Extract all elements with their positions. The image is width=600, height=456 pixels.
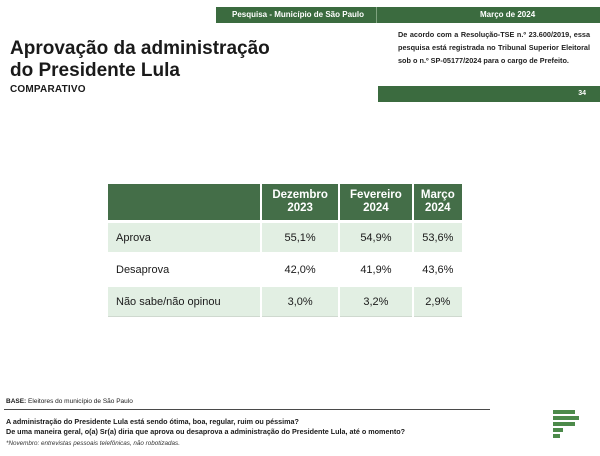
page-number: 34 bbox=[578, 90, 586, 97]
approval-table bbox=[108, 184, 462, 317]
table-corner bbox=[108, 184, 261, 222]
header-divider bbox=[376, 7, 377, 23]
cell-value: 41,9% bbox=[339, 254, 412, 286]
column-header: Dezembro 2023 bbox=[261, 184, 339, 222]
base-note bbox=[6, 398, 133, 405]
cell-value: 3,2% bbox=[339, 286, 412, 317]
footer-divider bbox=[4, 409, 490, 410]
cell-value: 53,6% bbox=[413, 222, 462, 254]
survey-title: Pesquisa - Município de São Paulo bbox=[232, 10, 365, 19]
column-header: Março 2024 bbox=[413, 184, 462, 222]
cell-value: 55,1% bbox=[261, 222, 339, 254]
cell-value: 3,0% bbox=[261, 286, 339, 317]
table-row bbox=[108, 254, 462, 286]
footnote: *Novembro: entrevistas pessoais telefônicas, não robotizadas. bbox=[6, 440, 180, 447]
cell-value: 43,6% bbox=[413, 254, 462, 286]
row-label: Não sabe/não opinou bbox=[108, 286, 261, 317]
brand-logo-icon bbox=[551, 410, 581, 442]
cell-value: 42,0% bbox=[261, 254, 339, 286]
cell-value: 2,9% bbox=[413, 286, 462, 317]
legal-note: De acordo com a Resolução-TSE n.º 23.600/2019, essa pesquisa está registrada no Tribunal Superior Eleitoral sob o n.º SP-05177/2024 para o cargo de Prefeito. bbox=[398, 30, 590, 65]
table-row bbox=[108, 286, 462, 317]
base-label: BASE: bbox=[6, 398, 27, 405]
row-label: Aprova bbox=[108, 222, 261, 254]
survey-month: Março de 2024 bbox=[480, 10, 536, 19]
page-number-bar bbox=[378, 86, 600, 102]
base-text: Eleitores do município de São Paulo bbox=[28, 398, 133, 405]
row-label: Desaprova bbox=[108, 254, 261, 286]
header-bar bbox=[216, 7, 600, 23]
page-title: Aprovação da administração do Presidente Lula bbox=[10, 38, 270, 81]
question-line: A administração do Presidente Lula está sendo ótima, boa, regular, ruim ou péssima? bbox=[6, 417, 299, 426]
table-header-row bbox=[108, 184, 462, 222]
page-subtitle: COMPARATIVO bbox=[10, 84, 86, 95]
cell-value: 54,9% bbox=[339, 222, 412, 254]
question-line: De uma maneira geral, o(a) Sr(a) diria que aprova ou desaprova a administração do Presidente Lula, até o momento? bbox=[6, 427, 406, 436]
survey-question bbox=[6, 417, 506, 437]
column-header: Fevereiro 2024 bbox=[339, 184, 412, 222]
table-row bbox=[108, 222, 462, 254]
